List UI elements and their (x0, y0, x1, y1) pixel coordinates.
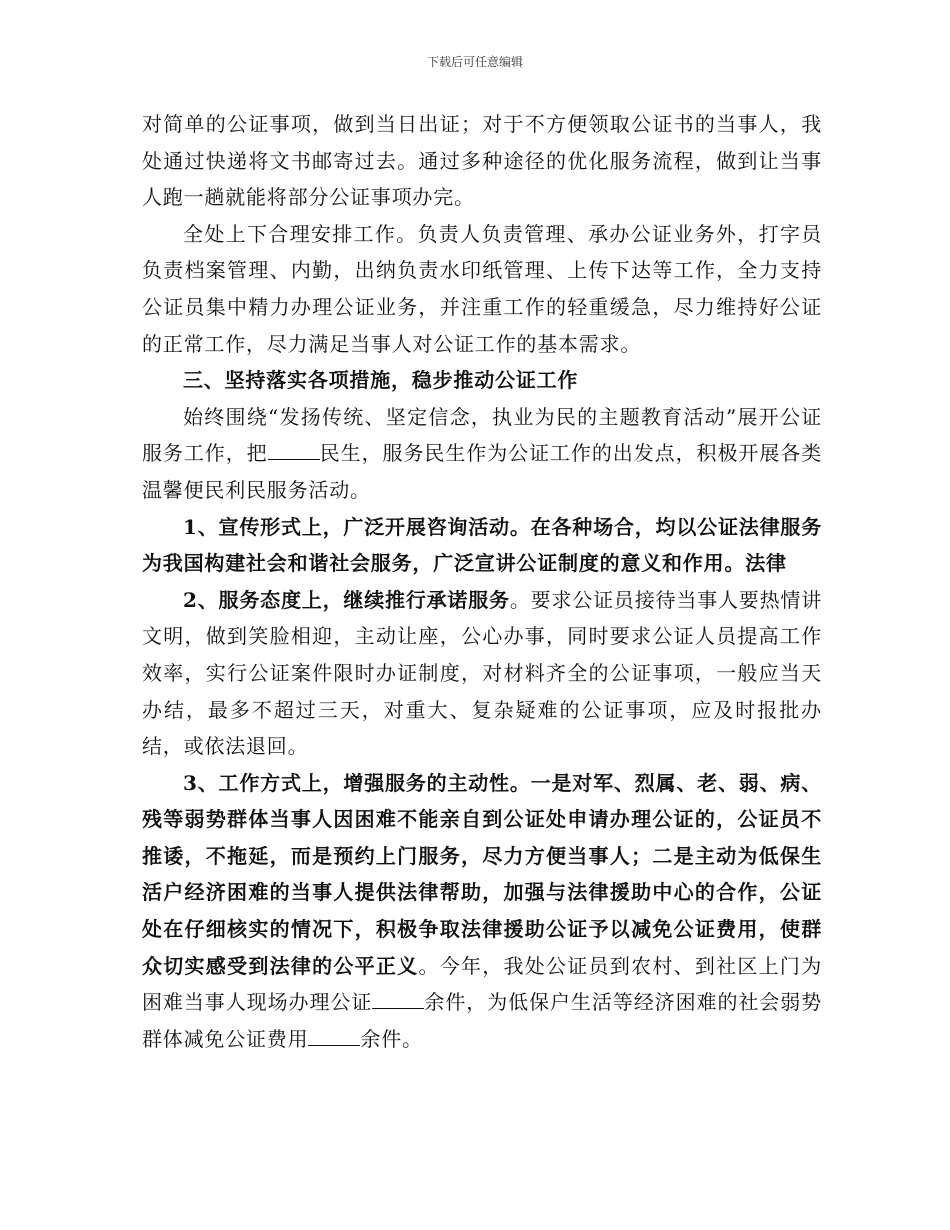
page-header: 下载后可任意编辑 (426, 55, 523, 69)
paragraph-3-part-2: 民生，服务民生作为公证工作的出发点，积极开展各类温馨便民利民服务活动。 (142, 441, 822, 502)
item-3-rest-c: 余件。 (360, 1026, 423, 1051)
paragraph-1: 对简单的公证事项，做到当日出证；对于不方便领取公证书的当事人，我处通过快递将文书邮寄过去。通过多种途径的优化服务流程，做到让当事人跑一趟就能将部分公证事项办完。 (142, 112, 822, 210)
section-heading-3: 三、坚持落实各项措施，稳步推动公证工作 (183, 368, 579, 393)
paragraph-2: 全处上下合理安排工作。负责人负责管理、承办公证业务外，打字员负责档案管理、内勤，出纳负责水印纸管理、上传下达等工作，全力支持公证员集中精力办理公证业务，并注重工作的轻重缓急，尽力维持好公证的正常工作，尽力满足当事人对公证工作的基本需求。 (142, 221, 822, 356)
document-body (142, 106, 822, 1057)
paragraph-3-part-1: 始终围绕“发扬传统、坚定信念，执业为民的主题教育活动”展开公证服务工作，把 (142, 404, 822, 466)
item-2-rest: 。要求公证员接待当事人要热情讲文明，做到笑脸相迎，主动让座，公心办事，同时要求公证人员提高工作效率，实行公证案件限时办证制度，对材料齐全的公证事项，一般应当天办结，最多不超过三天，对重大、复杂疑难的公证事项，应及时报批办结，或依法退回。 (142, 587, 823, 759)
item-3-rest-b: 余件，为低保户生活等经济困难的社会弱势群体减免公证费用 (142, 990, 822, 1051)
item-2-lead: 2、服务态度上，继续推行承诺服务 (183, 587, 510, 612)
item-3 (142, 765, 822, 1058)
paragraph-3 (142, 399, 822, 509)
item-1: 1、宣传形式上，广泛开展咨询活动。在各种场合，均以公证法律服务为我国构建社会和谐社会服务，广泛宣讲公证制度的意义和作用。法律 (142, 514, 822, 576)
fill-blank (268, 441, 320, 460)
item-3-rest-a: 。今年，我处公证员到农村、到社区上门为困难当事人现场办理公证 (142, 953, 822, 1015)
fill-blank (308, 1027, 360, 1046)
item-3-lead: 3、工作方式上，增强服务的主动性。一是对军、烈属、老、弱、病、残等弱势群体当事人因困难不能亲自到公证处申请办理公证的，公证员不推诿，不拖延，而是预约上门服务，尽力方便当事人；二是主动为低保生活户经济困难的当事人提供法律帮助，加强与法律援助中心的合作，公证处在仔细核实的情况下，积极争取法律援助公证予以减免公证费用，使群众切实感受到法律的公平正义 (142, 770, 822, 978)
fill-blank (372, 990, 424, 1009)
item-2 (142, 582, 822, 765)
